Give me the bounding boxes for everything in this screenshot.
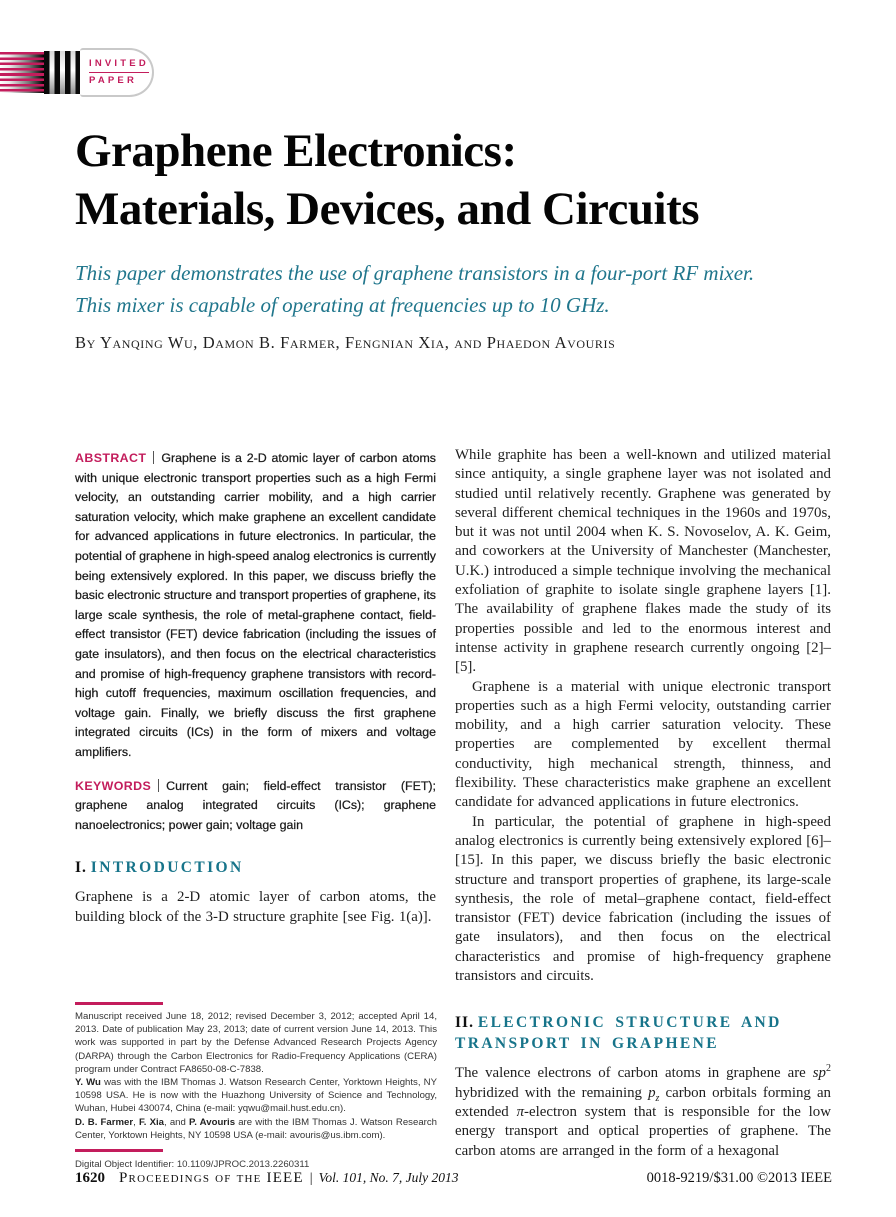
section-1-body: Graphene is a 2-D atomic layer of carbon atoms, the building block of the 3-D structure graphite [see Fig. 1(a)]. bbox=[75, 889, 436, 925]
paper-teaser-line2: This mixer is capable of operating at frequencies up to 10 GHz. bbox=[75, 292, 610, 317]
page-footer bbox=[75, 1170, 832, 1187]
footnote-bottom-rule bbox=[75, 1149, 163, 1152]
abstract-separator-bar bbox=[153, 451, 154, 464]
badge-word-paper: PAPER bbox=[89, 75, 138, 86]
footnote-author-wu bbox=[75, 1076, 437, 1116]
page-number: 1620 bbox=[75, 1170, 105, 1186]
abstract-text: Graphene is a 2-D atomic layer of carbon atoms with unique electronic transport properties such as a high Fermi velocity, an outstanding carrier mobility, and a high carrier saturation velocity, which make graphene an excellent candidate for advanced applications in future electronics. In particular, the potential of graphene in high-speed analog electronics is currently being extensively explored. In this paper, we discuss briefly the basic electronic structure and transport properties of graphene, its large scale synthesis, the role of metal-graphene contact, field-effect transistor (FET) device fabrication (including the issues of gate insulators), and then focus on the electrical characteristics and promise of high-frequency graphene transistors with record-high cutoff frequencies, maximum oscillation frequencies, and voltage gain. Finally, we briefly discuss the first graphene integrated circuits (ICs) in the form of mixers and voltage amplifiers. bbox=[75, 451, 436, 759]
footnote-sep1: , bbox=[133, 1116, 139, 1128]
right-column bbox=[455, 446, 831, 1161]
p-orbital-subscript: z bbox=[655, 1092, 660, 1104]
footer-left bbox=[75, 1170, 458, 1187]
footnote-farmer-text: are with the IBM Thomas J. Watson Research Center, Yorktown Heights, NY 10598 USA (e-mail: avouris@us.ibm.com). bbox=[75, 1116, 437, 1141]
keywords-paragraph bbox=[75, 777, 436, 836]
section-2-number: II. bbox=[455, 1014, 474, 1032]
keywords-label: KEYWORDS bbox=[75, 778, 152, 793]
keywords-separator-bar bbox=[158, 779, 159, 792]
section-2-text-2: hybridized with the remaining bbox=[455, 1084, 649, 1101]
pi-symbol: π bbox=[516, 1103, 525, 1120]
section-1-number: I. bbox=[75, 859, 87, 877]
section-2-body bbox=[455, 1064, 831, 1160]
section-2-text-3: carbon orbitals forming an extended bbox=[455, 1084, 831, 1120]
paper-title bbox=[75, 122, 699, 238]
keywords-text: Current gain; field-effect transistor (FET); graphene analog integrated circuits (ICs); graphene nanoelectronics; power gain; voltage gain bbox=[75, 778, 436, 832]
section-2-heading bbox=[455, 1012, 831, 1054]
paper-teaser-line1: This paper demonstrates the use of graphene transistors in a four-port RF mixer. bbox=[75, 261, 755, 285]
paper-title-line1: Graphene Electronics: bbox=[75, 125, 517, 177]
badge-barcode-icon bbox=[44, 51, 80, 94]
section-2-text-4: -electron system that is responsible for the low energy transport and optical properties of graphene. The carbon atoms are arranged in the form of a hexagonal bbox=[455, 1103, 831, 1159]
footnote-manuscript: Manuscript received June 18, 2012; revised December 3, 2012; accepted April 14, 2013. Date of publication May 23, 2013; date of current version June 14, 2013. This work was supported in part by the Defense Advanced Research Projects Agency (DARPA) through the Carbon Electronics for Radio-Frequency Applications (CERA) program under Contract FA8650-08-C-7838. bbox=[75, 1011, 437, 1075]
badge-word-invited: INVITED bbox=[89, 58, 149, 73]
footnote-author-farmer bbox=[75, 1116, 437, 1142]
abstract-label: ABSTRACT bbox=[75, 451, 147, 465]
journal-name: Proceedings of the IEEE bbox=[119, 1170, 304, 1186]
footnote-block bbox=[75, 1002, 437, 1171]
byline: By Yanqing Wu, Damon B. Farmer, Fengnian Xia, and Phaedon Avouris bbox=[75, 333, 616, 352]
body-paragraph-2: Graphene is a material with unique electronic transport properties such as a high Fermi velocity, outstanding carrier mobility, and a high carrier saturation velocity. These properties are complemented by excellent thermal conductivity, high mechanical strength, thinness, and flexibility. These characteristics make graphene an excellent candidate for advanced applications in future electronics. bbox=[455, 678, 831, 811]
badge-stripes-icon bbox=[0, 52, 44, 93]
footer-separator: | bbox=[309, 1171, 313, 1186]
p-orbital-symbol: p bbox=[648, 1084, 656, 1101]
doi-line: Digital Object Identifier: 10.1109/JPROC.2013.2260311 bbox=[75, 1159, 310, 1171]
section-2-title: ELECTRONIC STRUCTURE AND TRANSPORT IN GRAPHENE bbox=[455, 1014, 782, 1053]
left-column bbox=[75, 449, 436, 927]
sp-symbol: sp bbox=[812, 1065, 826, 1082]
body-paragraph-1: While graphite has been a well-known and utilized material since antiquity, a single graphene layer was not isolated and studied until relatively recently. Graphene was generated by several different chemical techniques in the 1960s and 1970s, but it was not until 2004 when K. S. Novoselov, A. K. Geim, and coworkers at the University of Manchester (Manchester, U.K.) introduced a simple technique involving the mechanical exfoliation of graphite to isolate single graphene layers [1]. The availability of graphene flakes made the study of its properties possible and led to the enormous interest and intense activity in graphene research currently ongoing [2]–[5]. bbox=[455, 447, 831, 676]
section-1-title: INTRODUCTION bbox=[90, 859, 244, 877]
invited-paper-badge bbox=[0, 47, 154, 97]
footnote-avouris-name: P. Avouris bbox=[189, 1116, 236, 1128]
section-2-text-1: The valence electrons of carbon atoms in graphene are bbox=[455, 1065, 813, 1082]
paper-title-line2: Materials, Devices, and Circuits bbox=[75, 183, 700, 235]
footnote-sep2: , and bbox=[163, 1116, 190, 1128]
paper-teaser bbox=[75, 258, 754, 321]
footnote-wu-text: was with the IBM Thomas J. Watson Research Center, Yorktown Heights, NY 10598 USA. He is now with the Huazhong University of Science and Technology, Wuhan, Hubei 430074, China (e-mail: yqwu@mail.hust.edu.cn). bbox=[75, 1077, 437, 1115]
footnote-farmer-name: D. B. Farmer bbox=[75, 1116, 134, 1128]
sp-exponent: 2 bbox=[826, 1063, 831, 1075]
invited-paper-label bbox=[80, 48, 154, 97]
footnote-xia-name: F. Xia bbox=[138, 1116, 164, 1128]
footnote-wu-name: Y. Wu bbox=[75, 1077, 101, 1089]
body-paragraph-3: In particular, the potential of graphene in high-speed analog electronics is currently being extensively explored [6]–[15]. In this paper, we discuss briefly the basic electronic structure and transport properties of graphene, its large-scale synthesis, the role of metal–graphene contact, field-effect transistor (FET) device fabrication (including the issues of gate insulators), and then focus on the electrical characteristics and promise of high-frequency graphene transistors and circuits. bbox=[455, 813, 831, 985]
issue-info: Vol. 101, No. 7, July 2013 bbox=[318, 1170, 459, 1185]
section-1-heading bbox=[75, 857, 436, 878]
copyright-issn: 0018-9219/$31.00 ©2013 IEEE bbox=[646, 1170, 832, 1186]
footnote-top-rule bbox=[75, 1002, 163, 1005]
abstract-paragraph bbox=[75, 449, 436, 763]
